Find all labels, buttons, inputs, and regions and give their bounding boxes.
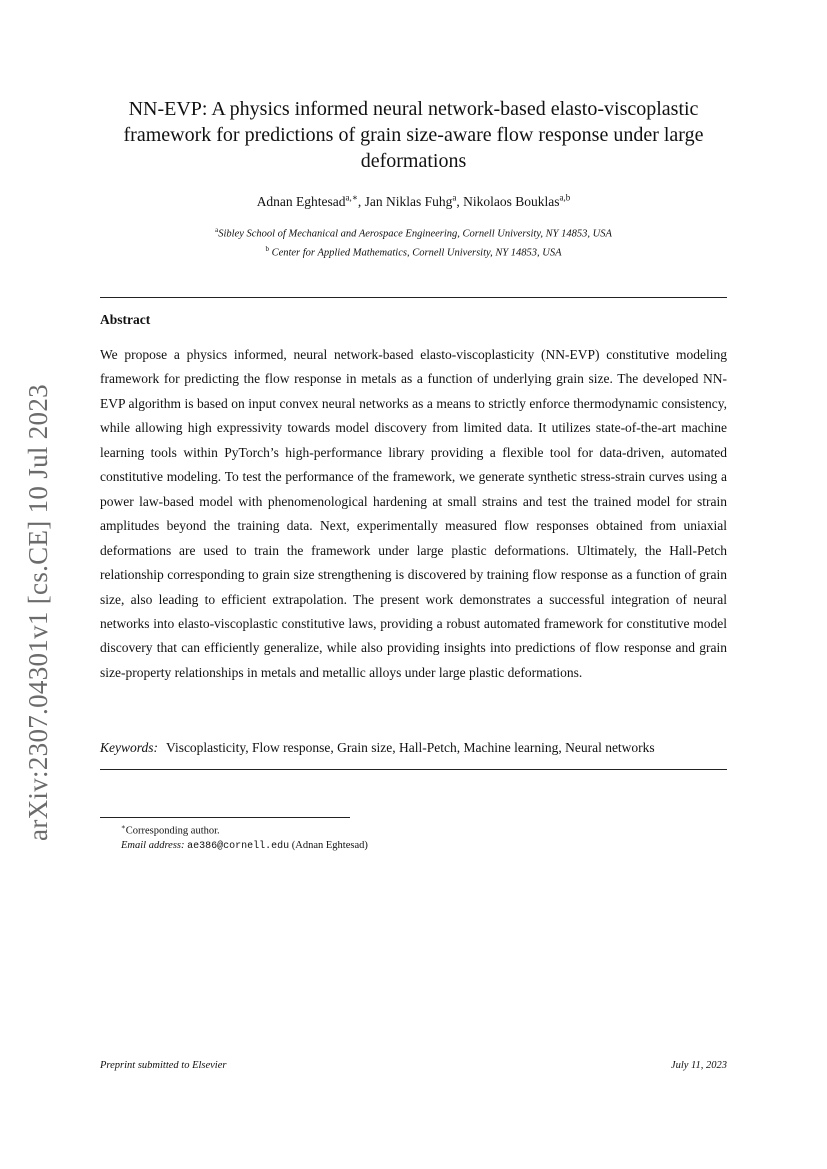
corresponding-author-note: ∗Corresponding author. xyxy=(121,823,220,837)
abstract-heading: Abstract xyxy=(100,312,151,327)
abstract-text: We propose a physics informed, neural network-based elasto-viscoplasticity (NN-EVP) constitutive modeling framework for predicting the flow response in metals as a function of underlying grain size. The developed NN-EVP algorithm is based on input convex neural networks as a means to strictly enforce thermodynamic consistency, while allowing high expressivity towards model discovery from limited data. It utilizes state-of-the-art machine learning tools within PyTorch’s high-performance library providing a flexible tool for data-driven, automated constitutive modeling. To test the performance of the framework, we generate synthetic stress-strain curves using a power law-based model with phenomenological hardening at small strains and test the trained model for strain amplitudes beyond the training data. Next, experimentally measured flow responses obtained from uniaxial deformations are used to train the framework under large plastic deformations. Ultimately, the Hall-Petch relationship corresponding to grain size strengthening is discovered by training flow response as a function of grain size, also leading to efficient extrapolation. The present work demonstrates a successful integration of neural networks into elasto-viscoplastic constitutive laws, providing a robust automated framework for constitutive model discovery that can efficiently generalize, while also providing insights into predictions of flow response and grain size-property relationships in metals and metallic alloys under large plastic deformations. xyxy=(100,347,727,680)
email-link[interactable]: ae386@cornell.edu xyxy=(187,840,290,852)
keywords-label: Keywords: xyxy=(100,740,158,755)
top-divider xyxy=(100,297,727,298)
arxiv-identifier: arXiv:2307.04301v1 [cs.CE] 10 Jul 2023 xyxy=(22,384,53,841)
email-note: Email address: ae386@cornell.edu (Adnan Eghtesad) xyxy=(121,839,368,852)
preprint-note: Preprint submitted to Elsevier xyxy=(100,1060,227,1071)
affiliation-list xyxy=(100,223,727,260)
author: Jan Niklas Fuhg$^a$, xyxy=(364,192,464,209)
footnote-rule xyxy=(100,817,350,818)
paper-title: NN-EVP: A physics informed neural network-based elasto-viscoplastic framework for predictions of grain size-aware flow response under large deformations xyxy=(123,98,704,172)
preprint-date: July 11, 2023 xyxy=(670,1060,727,1071)
arxiv-side-stamp xyxy=(16,375,60,850)
affiliation: $^a$Sibley School of Mechanical and Aerospace Engineering, Cornell University, NY 14853, USA xyxy=(215,226,612,240)
author: Adnan Eghtesad$^{a,∗}$, xyxy=(256,192,365,209)
bottom-divider xyxy=(100,769,727,770)
affiliation: $^b$ Center for Applied Mathematics, Cornell University, NY 14853, USA xyxy=(265,244,562,258)
footnote xyxy=(121,820,368,854)
author-list xyxy=(100,192,727,210)
keywords-text: Viscoplasticity, Flow response, Grain size, Hall-Petch, Machine learning, Neural networks xyxy=(166,740,655,755)
author: Nikolaos Bouklas$^{a,b}$ xyxy=(463,192,571,209)
keywords-line xyxy=(100,740,727,756)
